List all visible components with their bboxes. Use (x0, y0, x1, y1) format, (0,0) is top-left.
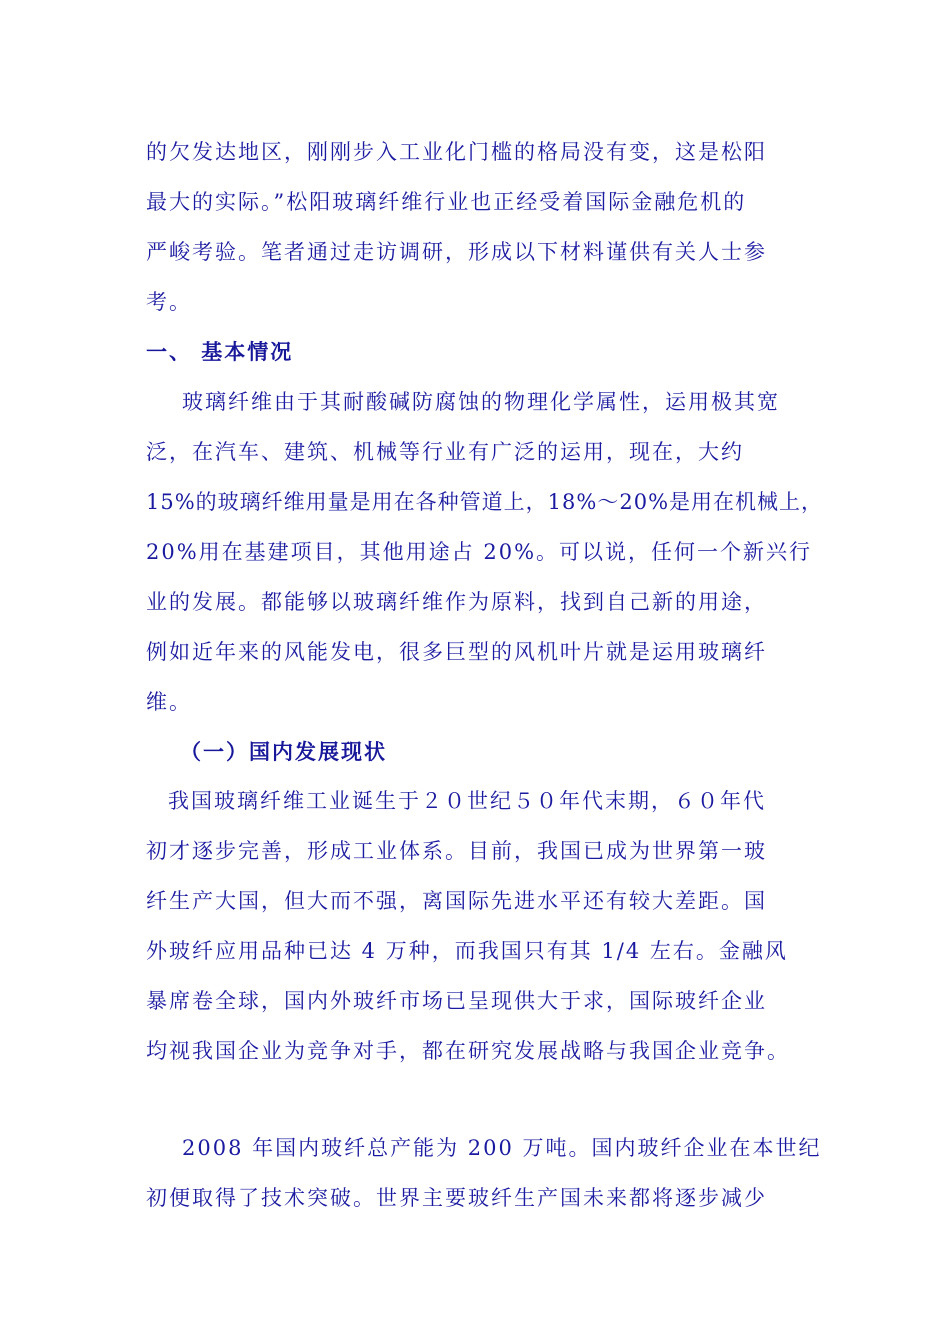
text-line: 初才逐步完善，形成工业体系。目前，我国已成为世界第一玻 (146, 839, 767, 863)
text-line: 例如近年来的风能发电，很多巨型的风机叶片就是运用玻璃纤 (146, 640, 767, 664)
text-line: 2008 年国内玻纤总产能为 200 万吨。国内玻纤企业在本世纪 (182, 1136, 822, 1160)
text-line: 外玻纤应用品种已达 4 万种，而我国只有其 1/4 左右。金融风 (146, 939, 788, 963)
text-line: 考。 (146, 290, 192, 314)
text-line: 均视我国企业为竞争对手，都在研究发展战略与我国企业竞争。 (146, 1039, 790, 1063)
subsection-heading: （一）国内发展现状 (180, 739, 387, 764)
text-line: 暴席卷全球，国内外玻纤市场已呈现供大于求，国际玻纤企业 (146, 989, 767, 1013)
text-line: 最大的实际。”松阳玻璃纤维行业也正经受着国际金融危机的 (146, 190, 747, 214)
text-line: 我国玻璃纤维工业诞生于２０世纪５０年代末期，６０年代 (168, 789, 766, 813)
text-line: 纤生产大国，但大而不强，离国际先进水平还有较大差距。国 (146, 889, 767, 913)
text-line: 的欠发达地区，刚刚步入工业化门槛的格局没有变，这是松阳 (146, 140, 767, 164)
text-line: 泛，在汽车、建筑、机械等行业有广泛的运用，现在，大约 (146, 440, 744, 464)
text-line: 严峻考验。笔者通过走访调研，形成以下材料谨供有关人士参 (146, 240, 767, 264)
text-line: 维。 (146, 690, 192, 714)
text-line: 玻璃纤维由于其耐酸碱防腐蚀的物理化学属性，运用极其宽 (182, 390, 780, 414)
text-line: 20%用在基建项目，其他用途占 20%。可以说，任何一个新兴行 (146, 540, 813, 564)
section-heading: 一、 基本情况 (146, 339, 294, 364)
text-line: 初便取得了技术突破。世界主要玻纤生产国未来都将逐步减少 (146, 1186, 767, 1210)
text-line: 业的发展。都能够以玻璃纤维作为原料，找到自己新的用途， (146, 590, 767, 614)
text-line: 15%的玻璃纤维用量是用在各种管道上，18%～20%是用在机械上， (146, 490, 824, 514)
